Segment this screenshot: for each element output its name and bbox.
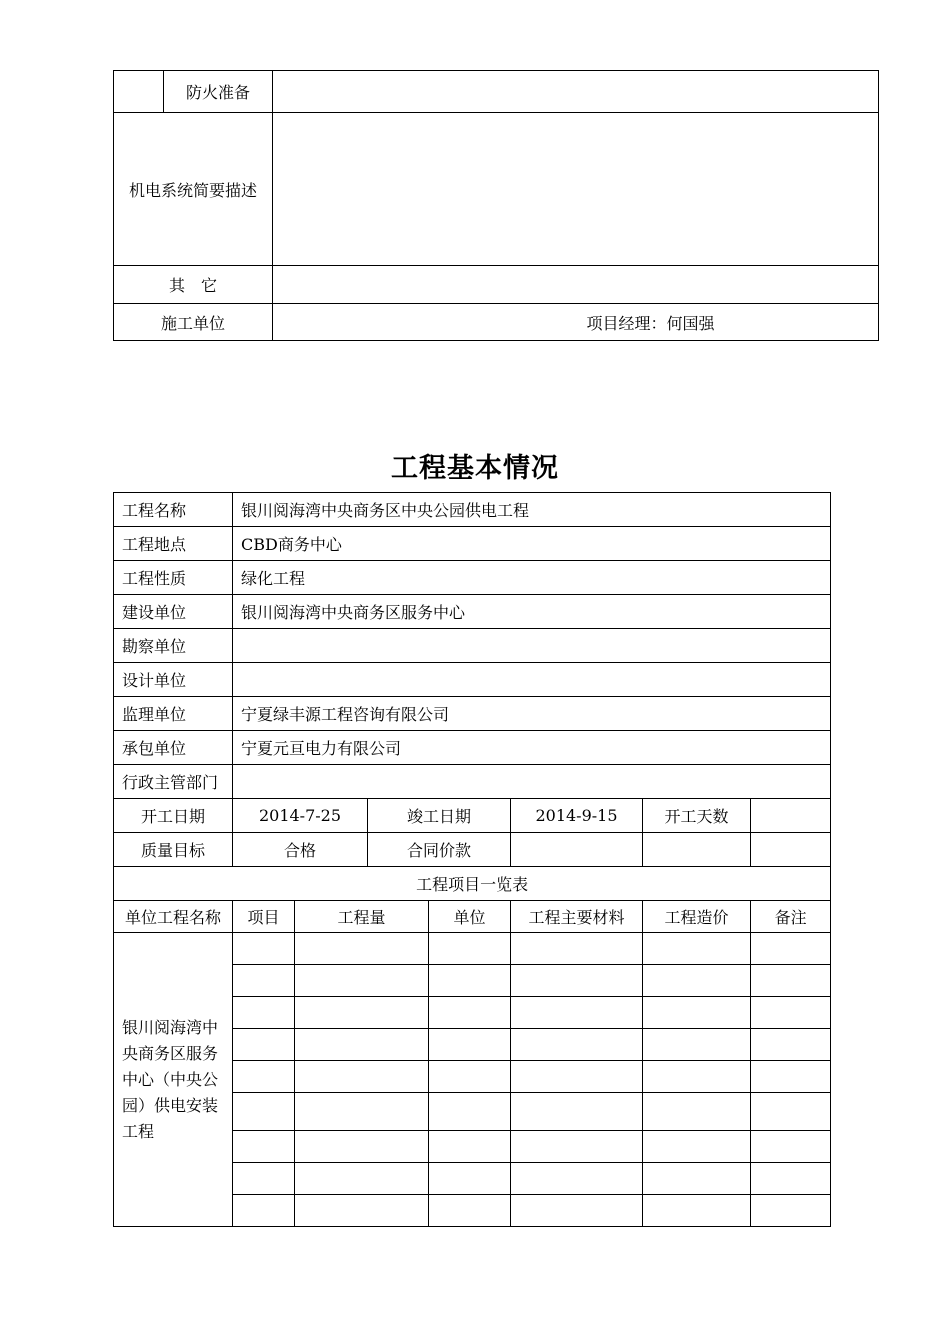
item-cell — [233, 1163, 295, 1195]
info-value: 银川阅海湾中央商务区中央公园供电工程 — [233, 493, 831, 527]
info-label: 承包单位 — [114, 731, 233, 765]
item-cell — [233, 1131, 295, 1163]
item-cell — [643, 1029, 751, 1061]
info-row — [114, 629, 831, 663]
item-cell — [751, 1093, 831, 1131]
item-cell — [643, 997, 751, 1029]
contractor-label: 施工单位 — [114, 304, 273, 341]
info-label: 设计单位 — [114, 663, 233, 697]
info-label: 建设单位 — [114, 595, 233, 629]
other-label: 其 它 — [114, 266, 273, 304]
item-cell — [429, 1131, 511, 1163]
item-cell — [295, 1061, 429, 1093]
end-date-label: 竣工日期 — [368, 799, 511, 833]
item-cell — [295, 997, 429, 1029]
mep-desc-label: 机电系统简要描述 — [114, 113, 273, 266]
info-label: 监理单位 — [114, 697, 233, 731]
dates-row — [114, 799, 831, 833]
item-cell — [751, 1163, 831, 1195]
info-row — [114, 765, 831, 799]
item-cell — [429, 1029, 511, 1061]
header-materials: 工程主要材料 — [511, 901, 643, 933]
mep-desc-value — [273, 113, 879, 266]
item-cell — [643, 1093, 751, 1131]
item-cell — [233, 997, 295, 1029]
info-value — [233, 765, 831, 799]
header-remarks: 备注 — [751, 901, 831, 933]
item-cell — [295, 1195, 429, 1227]
project-info-table — [113, 492, 831, 1227]
info-row — [114, 697, 831, 731]
quality-target-label: 质量目标 — [114, 833, 233, 867]
item-cell — [295, 933, 429, 965]
item-cell — [511, 933, 643, 965]
item-cell — [295, 965, 429, 997]
item-cell — [233, 933, 295, 965]
item-cell — [643, 1131, 751, 1163]
quality-row — [114, 833, 831, 867]
item-cell — [295, 1093, 429, 1131]
item-cell — [429, 965, 511, 997]
info-value: 银川阅海湾中央商务区服务中心 — [233, 595, 831, 629]
item-cell — [643, 1195, 751, 1227]
item-cell — [511, 1093, 643, 1131]
info-row — [114, 731, 831, 765]
item-cell — [233, 965, 295, 997]
fire-prep-label: 防火准备 — [164, 71, 273, 113]
item-row — [114, 933, 831, 965]
items-title-row — [114, 867, 831, 901]
item-cell — [429, 1195, 511, 1227]
item-cell — [429, 933, 511, 965]
blank-cell — [114, 71, 164, 113]
blank-cell — [643, 833, 751, 867]
info-value — [233, 663, 831, 697]
info-value: 宁夏绿丰源工程咨询有限公司 — [233, 697, 831, 731]
info-label: 工程性质 — [114, 561, 233, 595]
item-cell — [511, 997, 643, 1029]
header-item: 项目 — [233, 901, 295, 933]
fire-prep-value — [273, 71, 879, 113]
start-date-label: 开工日期 — [114, 799, 233, 833]
info-row — [114, 595, 831, 629]
item-cell — [511, 1195, 643, 1227]
item-cell — [233, 1029, 295, 1061]
item-cell — [429, 997, 511, 1029]
blank-cell — [751, 833, 831, 867]
item-cell — [429, 1061, 511, 1093]
item-cell — [295, 1163, 429, 1195]
item-cell — [643, 965, 751, 997]
info-label: 工程地点 — [114, 527, 233, 561]
page-title: 工程基本情况 — [391, 453, 559, 484]
item-cell — [643, 1061, 751, 1093]
unit-project-name: 银川阅海湾中央商务区服务中心（中央公园）供电安装工程 — [114, 933, 233, 1227]
item-cell — [751, 933, 831, 965]
item-cell — [233, 1093, 295, 1131]
info-value: 宁夏元亘电力有限公司 — [233, 731, 831, 765]
top-table — [113, 70, 879, 341]
other-value — [273, 266, 879, 304]
items-header-row — [114, 901, 831, 933]
end-date-value: 2014-9-15 — [511, 799, 643, 833]
header-unit-project: 单位工程名称 — [114, 901, 233, 933]
info-row — [114, 561, 831, 595]
item-cell — [751, 1131, 831, 1163]
item-cell — [511, 965, 643, 997]
info-row — [114, 493, 831, 527]
quality-target-value: 合格 — [233, 833, 368, 867]
project-manager: 项目经理：何国强 — [273, 304, 879, 341]
item-cell — [751, 997, 831, 1029]
info-row — [114, 527, 831, 561]
info-label: 工程名称 — [114, 493, 233, 527]
items-table-title: 工程项目一览表 — [114, 867, 831, 901]
work-days-label: 开工天数 — [643, 799, 751, 833]
item-cell — [233, 1195, 295, 1227]
item-cell — [295, 1029, 429, 1061]
header-cost: 工程造价 — [643, 901, 751, 933]
item-cell — [511, 1061, 643, 1093]
item-cell — [751, 1029, 831, 1061]
item-cell — [751, 965, 831, 997]
info-label: 行政主管部门 — [114, 765, 233, 799]
item-cell — [429, 1093, 511, 1131]
item-cell — [233, 1061, 295, 1093]
item-cell — [511, 1131, 643, 1163]
contract-price-label: 合同价款 — [368, 833, 511, 867]
header-quantity: 工程量 — [295, 901, 429, 933]
item-cell — [295, 1131, 429, 1163]
header-unit: 单位 — [429, 901, 511, 933]
info-value: CBD商务中心 — [233, 527, 831, 561]
start-date-value: 2014-7-25 — [233, 799, 368, 833]
work-days-value — [751, 799, 831, 833]
info-value — [233, 629, 831, 663]
contract-price-value — [511, 833, 643, 867]
item-cell — [643, 933, 751, 965]
info-value: 绿化工程 — [233, 561, 831, 595]
info-row — [114, 663, 831, 697]
item-cell — [751, 1061, 831, 1093]
item-cell — [511, 1029, 643, 1061]
item-cell — [429, 1163, 511, 1195]
item-cell — [643, 1163, 751, 1195]
item-cell — [751, 1195, 831, 1227]
item-cell — [511, 1163, 643, 1195]
info-label: 勘察单位 — [114, 629, 233, 663]
